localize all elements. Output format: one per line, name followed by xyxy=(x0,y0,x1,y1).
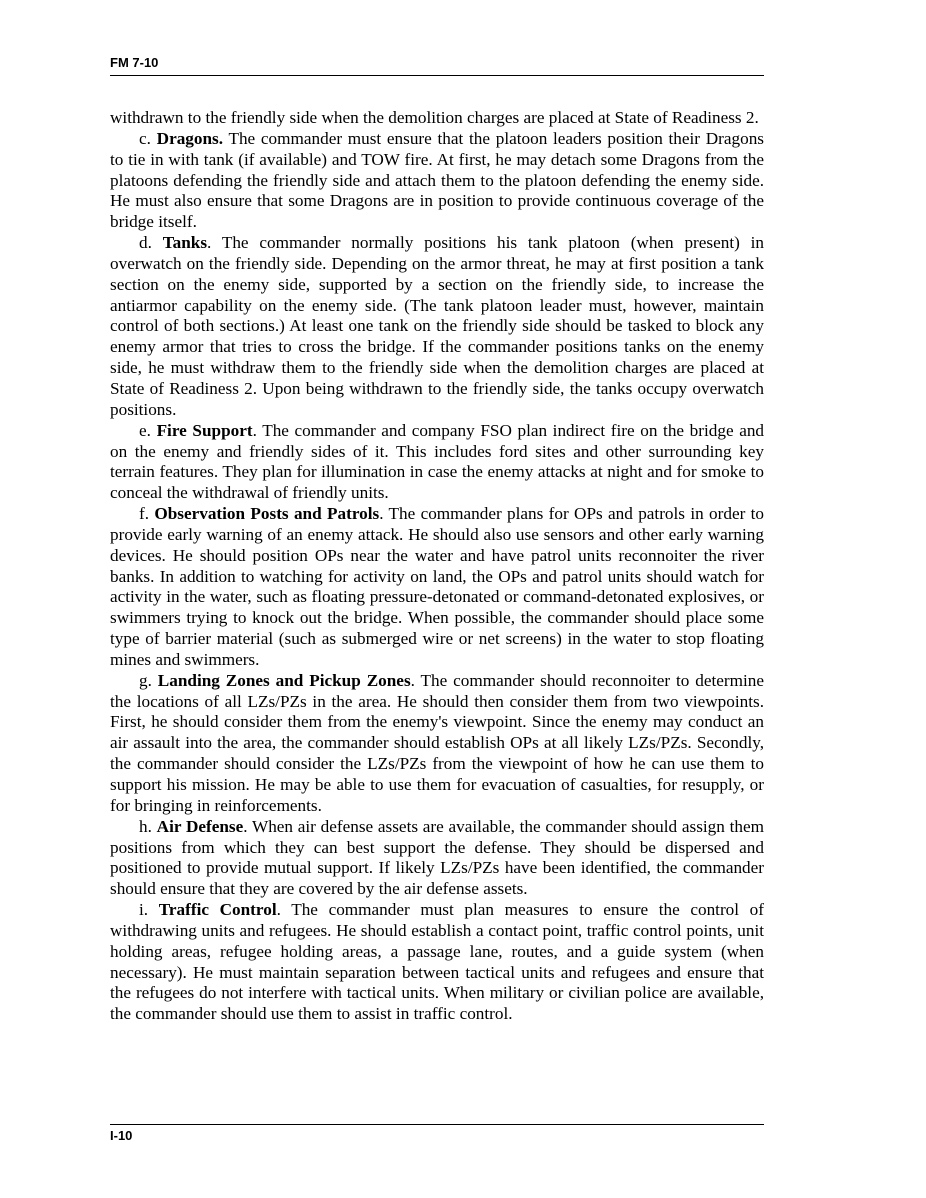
paragraph-heading: Fire Support xyxy=(156,420,253,440)
paragraph-heading: Dragons. xyxy=(156,128,224,148)
document-id: FM 7-10 xyxy=(110,55,159,70)
paragraph-heading: Landing Zones and Pickup Zones xyxy=(157,670,411,690)
document-page xyxy=(110,0,764,1198)
paragraph-letter: c. xyxy=(139,128,151,148)
paragraph-text: . The commander should reconnoiter to determine the locations of all LZs/PZs in the area. He should then consider them from two viewpoints. First, he should consider them from the enemy's viewpoint. Since the enemy may conduct an air assault into the area, the commander should establish OPs at all likely LZs/PZs. Secondly, the commander should consider the LZs/PZs from the viewpoint of how he can use them to support his mission. He may be able to use them for evacuation of casualties, for resupply, or for bringing in reinforcements. xyxy=(110,670,765,815)
paragraph-letter: i. xyxy=(139,900,149,920)
paragraph-heading: Air Defense xyxy=(156,816,244,836)
paragraph-continuation xyxy=(110,108,764,129)
paragraph-heading: Traffic Control xyxy=(158,900,277,920)
paragraph-heading: Tanks xyxy=(162,233,208,253)
running-footer xyxy=(110,1124,764,1144)
paragraph-letter: g. xyxy=(139,670,152,690)
paragraph-landing-zones xyxy=(110,671,764,817)
paragraph-letter: h. xyxy=(139,816,152,836)
paragraph-heading: Observation Posts and Patrols xyxy=(154,504,380,524)
paragraph-traffic-control xyxy=(110,900,764,1025)
paragraph-text: The commander must ensure that the platoon leaders position their Dragons to tie in with tank (if available) and TOW fire. At first, he may detach some Dragons from the platoons defending the friendly side and attach them to the platoon defending the enemy side. He must also ensure that some Dragons are in position to provide continuous coverage of the bridge itself. xyxy=(110,128,764,232)
paragraph-text: withdrawn to the friendly side when the demolition charges are placed at State of Readiness 2. xyxy=(110,108,759,127)
paragraph-fire-support xyxy=(110,421,764,504)
page-number: I-10 xyxy=(110,1128,133,1143)
paragraph-text: . The commander must plan measures to ensure the control of withdrawing units and refugees. He should establish a contact point, traffic control points, unit holding areas, refugee holding areas, a passage lane, routes, and a guide system (when necessary). He must maintain separation between tactical units and refugees and ensure that the refugees do not interfere with tactical units. When military or civilian police are available, the commander should use them to assist in traffic control. xyxy=(110,900,764,1024)
paragraph-dragons xyxy=(110,129,764,233)
paragraph-observation-posts xyxy=(110,504,764,671)
running-header xyxy=(110,55,764,76)
paragraph-letter: d. xyxy=(139,233,152,253)
paragraph-text: . The commander normally positions his tank platoon (when present) in overwatch on the friendly side. Depending on the armor threat, he may at first position a tank section on the enemy side, supported by a section on the friendly side, to increase the antiarmor capability on the enemy side. (The tank platoon leader must, however, maintain control of both sections.) At least one tank on the friendly side should be tasked to block any enemy armor that tries to cross the bridge. If the commander positions tanks on the enemy side, he must withdraw them to the friendly side when the demolition charges are placed at State of Readiness 2. Upon being withdrawn to the friendly side, the tanks occupy overwatch positions. xyxy=(110,233,765,419)
paragraph-text: . When air defense assets are available, the commander should assign them positions from which they can best support the defense. They should be dispersed and positioned to provide mutual support. If likely LZs/PZs have been identified, the commander should ensure that they are covered by the air defense assets. xyxy=(110,816,765,899)
paragraph-text: . The commander plans for OPs and patrols in order to provide early warning of an enemy attack. He should also use sensors and other early warning devices. He should position OPs near the water and have patrol units reconnoiter the river banks. In addition to watching for activity on land, the OPs and patrol units should watch for activity in the water, such as floating pressure-detonated or command-detonated explosives, or swimmers trying to knock out the bridge. When possible, the commander should place some type of barrier material (such as submerged wire or net screens) in the water to stop floating mines and swimmers. xyxy=(110,504,764,669)
paragraph-letter: f. xyxy=(139,504,150,524)
paragraph-letter: e. xyxy=(139,420,151,440)
paragraph-tanks xyxy=(110,233,764,421)
paragraph-text: . The commander and company FSO plan indirect fire on the bridge and on the enemy and friendly sides of it. This includes ford sites and other surrounding key terrain features. They plan for illumination in case the enemy attacks at night and for smoke to conceal the withdrawal of friendly units. xyxy=(110,420,765,503)
body-text xyxy=(110,108,764,1025)
paragraph-air-defense xyxy=(110,817,764,900)
